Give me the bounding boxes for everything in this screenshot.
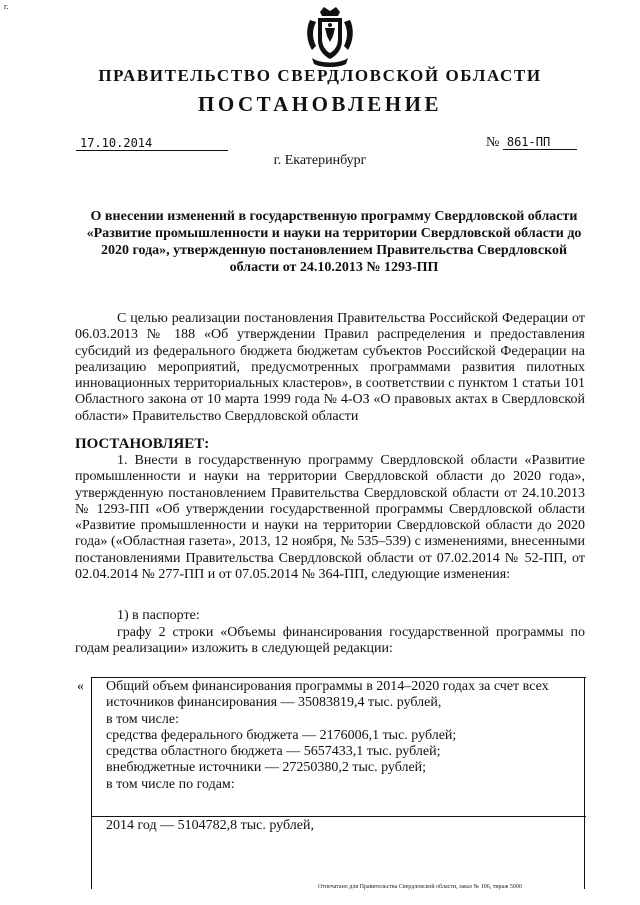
quoted-table — [91, 677, 585, 889]
government-title: ПРАВИТЕЛЬСТВО СВЕРДЛОВСКОЙ ОБЛАСТИ — [98, 66, 542, 85]
open-quote: « — [77, 679, 84, 694]
document-city: г. Екатеринбург — [273, 153, 367, 168]
table-line: в том числе: — [106, 711, 179, 727]
table-line: Общий объем финансирования программы в 2014–2020 годах за счет всех источников финансирования — 35083819,4 тыс. рублей, — [106, 679, 549, 711]
print-footer: Отпечатано для Правительства Свердловской области, заказ № 106, тираж 5000 — [318, 884, 522, 890]
number-value: 861-ПП — [503, 135, 577, 150]
item-1-paragraph: 1. Внести в государственную программу Свердловской области «Развитие промышленности и науки на территории Свердловской области до 2020 года», утвержденную постановлением Правительства Свердловской области от 24.10.2013 № 1293-ПП «Об утверждении государственной программы Свердловской области «Развитие промышленности и науки на территории Свердловской области до 2020 года» («Областная газета», 2013, 12 ноября, № 535–539) с изменениями, внесенными постановлениями Правительства Свердловской области от 07.02.2014 № 52-ПП, от 02.04.2014 № 277-ПП и от 07.05.2014 № 364-ПП, следующие изменения: — [75, 453, 585, 583]
table-line: 2014 год — 5104782,8 тыс. рублей, — [106, 818, 314, 833]
table-line: внебюджетные источники — 27250380,2 тыс. рублей; — [106, 760, 427, 776]
table-line: средства областного бюджета — 5657433,1 тыс. рублей; — [106, 744, 441, 760]
document-type: ПОСТАНОВЛЕНИЕ — [198, 92, 442, 116]
document-subject: О внесении изменений в государственную программу Свердловской области «Развитие промышленности и науки на территории Свердловской области до 2020 года», утвержденную постановлением Правительства Свердловской области от 24.10.2013 № 1293-ПП — [86, 209, 582, 275]
quoted-table-cell — [92, 677, 586, 793]
document-date: 17.10.2014 — [76, 136, 228, 151]
item-1-1-paragraph: графу 2 строки «Объемы финансирования государственной программы по годам реализации» изложить в следующей редакции: — [75, 625, 585, 657]
resolves-heading: ПОСТАНОВЛЯЕТ: — [75, 436, 210, 452]
coat-of-arms-icon — [302, 6, 358, 68]
document-number — [486, 135, 577, 151]
number-prefix: № — [486, 135, 500, 150]
table-line: средства федерального бюджета — 2176006,1 тыс. рублей; — [106, 727, 457, 743]
table-line: в том числе по годам: — [106, 776, 235, 792]
item-1-1-heading: 1) в паспорте: — [117, 608, 200, 623]
preamble-paragraph: С целью реализации постановления Правительства Российской Федерации от 06.03.2013 № 188 «Об утверждении Правил распределения и предоставления субсидий из федерального бюджета бюджетам субъектов Российской Федерации на реализацию мероприятий, предусмотренных программами развития пилотных инновационных территориальных кластеров», в соответствии с пунктом 1 статьи 101 Областного закона от 10 марта 1999 года № 4-ОЗ «О правовых актах в Свердловской области» Правительство Свердловской области — [75, 311, 585, 424]
quoted-table-cell — [92, 816, 586, 834]
corner-mark: г. — [4, 2, 9, 11]
